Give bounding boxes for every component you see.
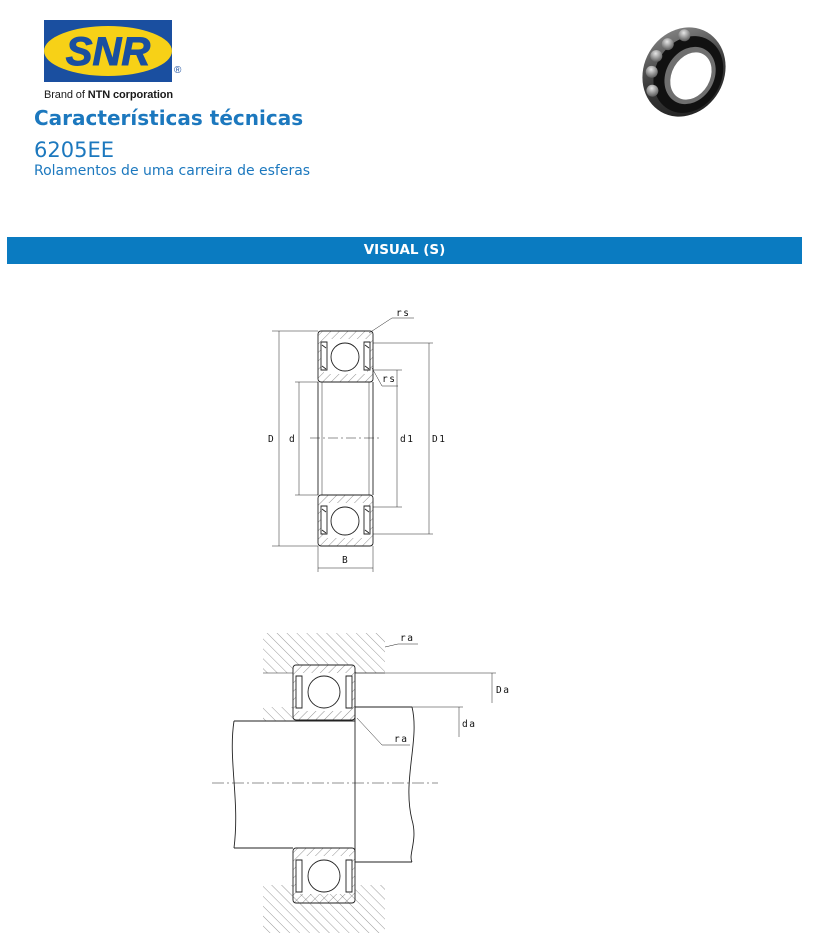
logo-text: SNR [65,30,151,74]
label-B: B [342,555,350,566]
brand-name: NTN corporation [87,89,174,101]
technical-drawing [0,290,822,945]
brand-line [44,89,173,101]
label-ra-mid: ra [394,734,409,745]
bearing-photo [634,20,729,134]
label-ra-top: ra [400,633,415,644]
page-title: Características técnicas [34,106,304,130]
bearing-section-drawing [272,318,433,572]
section-header-visual: VISUAL (S) [7,237,802,264]
label-rs-top: rs [396,308,411,319]
label-d1: d1 [400,434,415,445]
product-subtitle: Rolamentos de uma carreira de esferas [34,163,311,179]
snr-logo [43,19,188,91]
product-model: 6205EE [34,138,114,162]
label-D1: D1 [432,434,447,445]
registered-mark: ® [174,65,182,76]
brand-prefix: Brand of [44,89,88,101]
label-da: da [462,719,477,730]
label-D: D [268,434,276,445]
label-d: d [289,434,297,445]
label-Da: Da [496,685,511,696]
label-rs-mid: rs [382,374,397,385]
mounting-drawing [212,633,496,933]
